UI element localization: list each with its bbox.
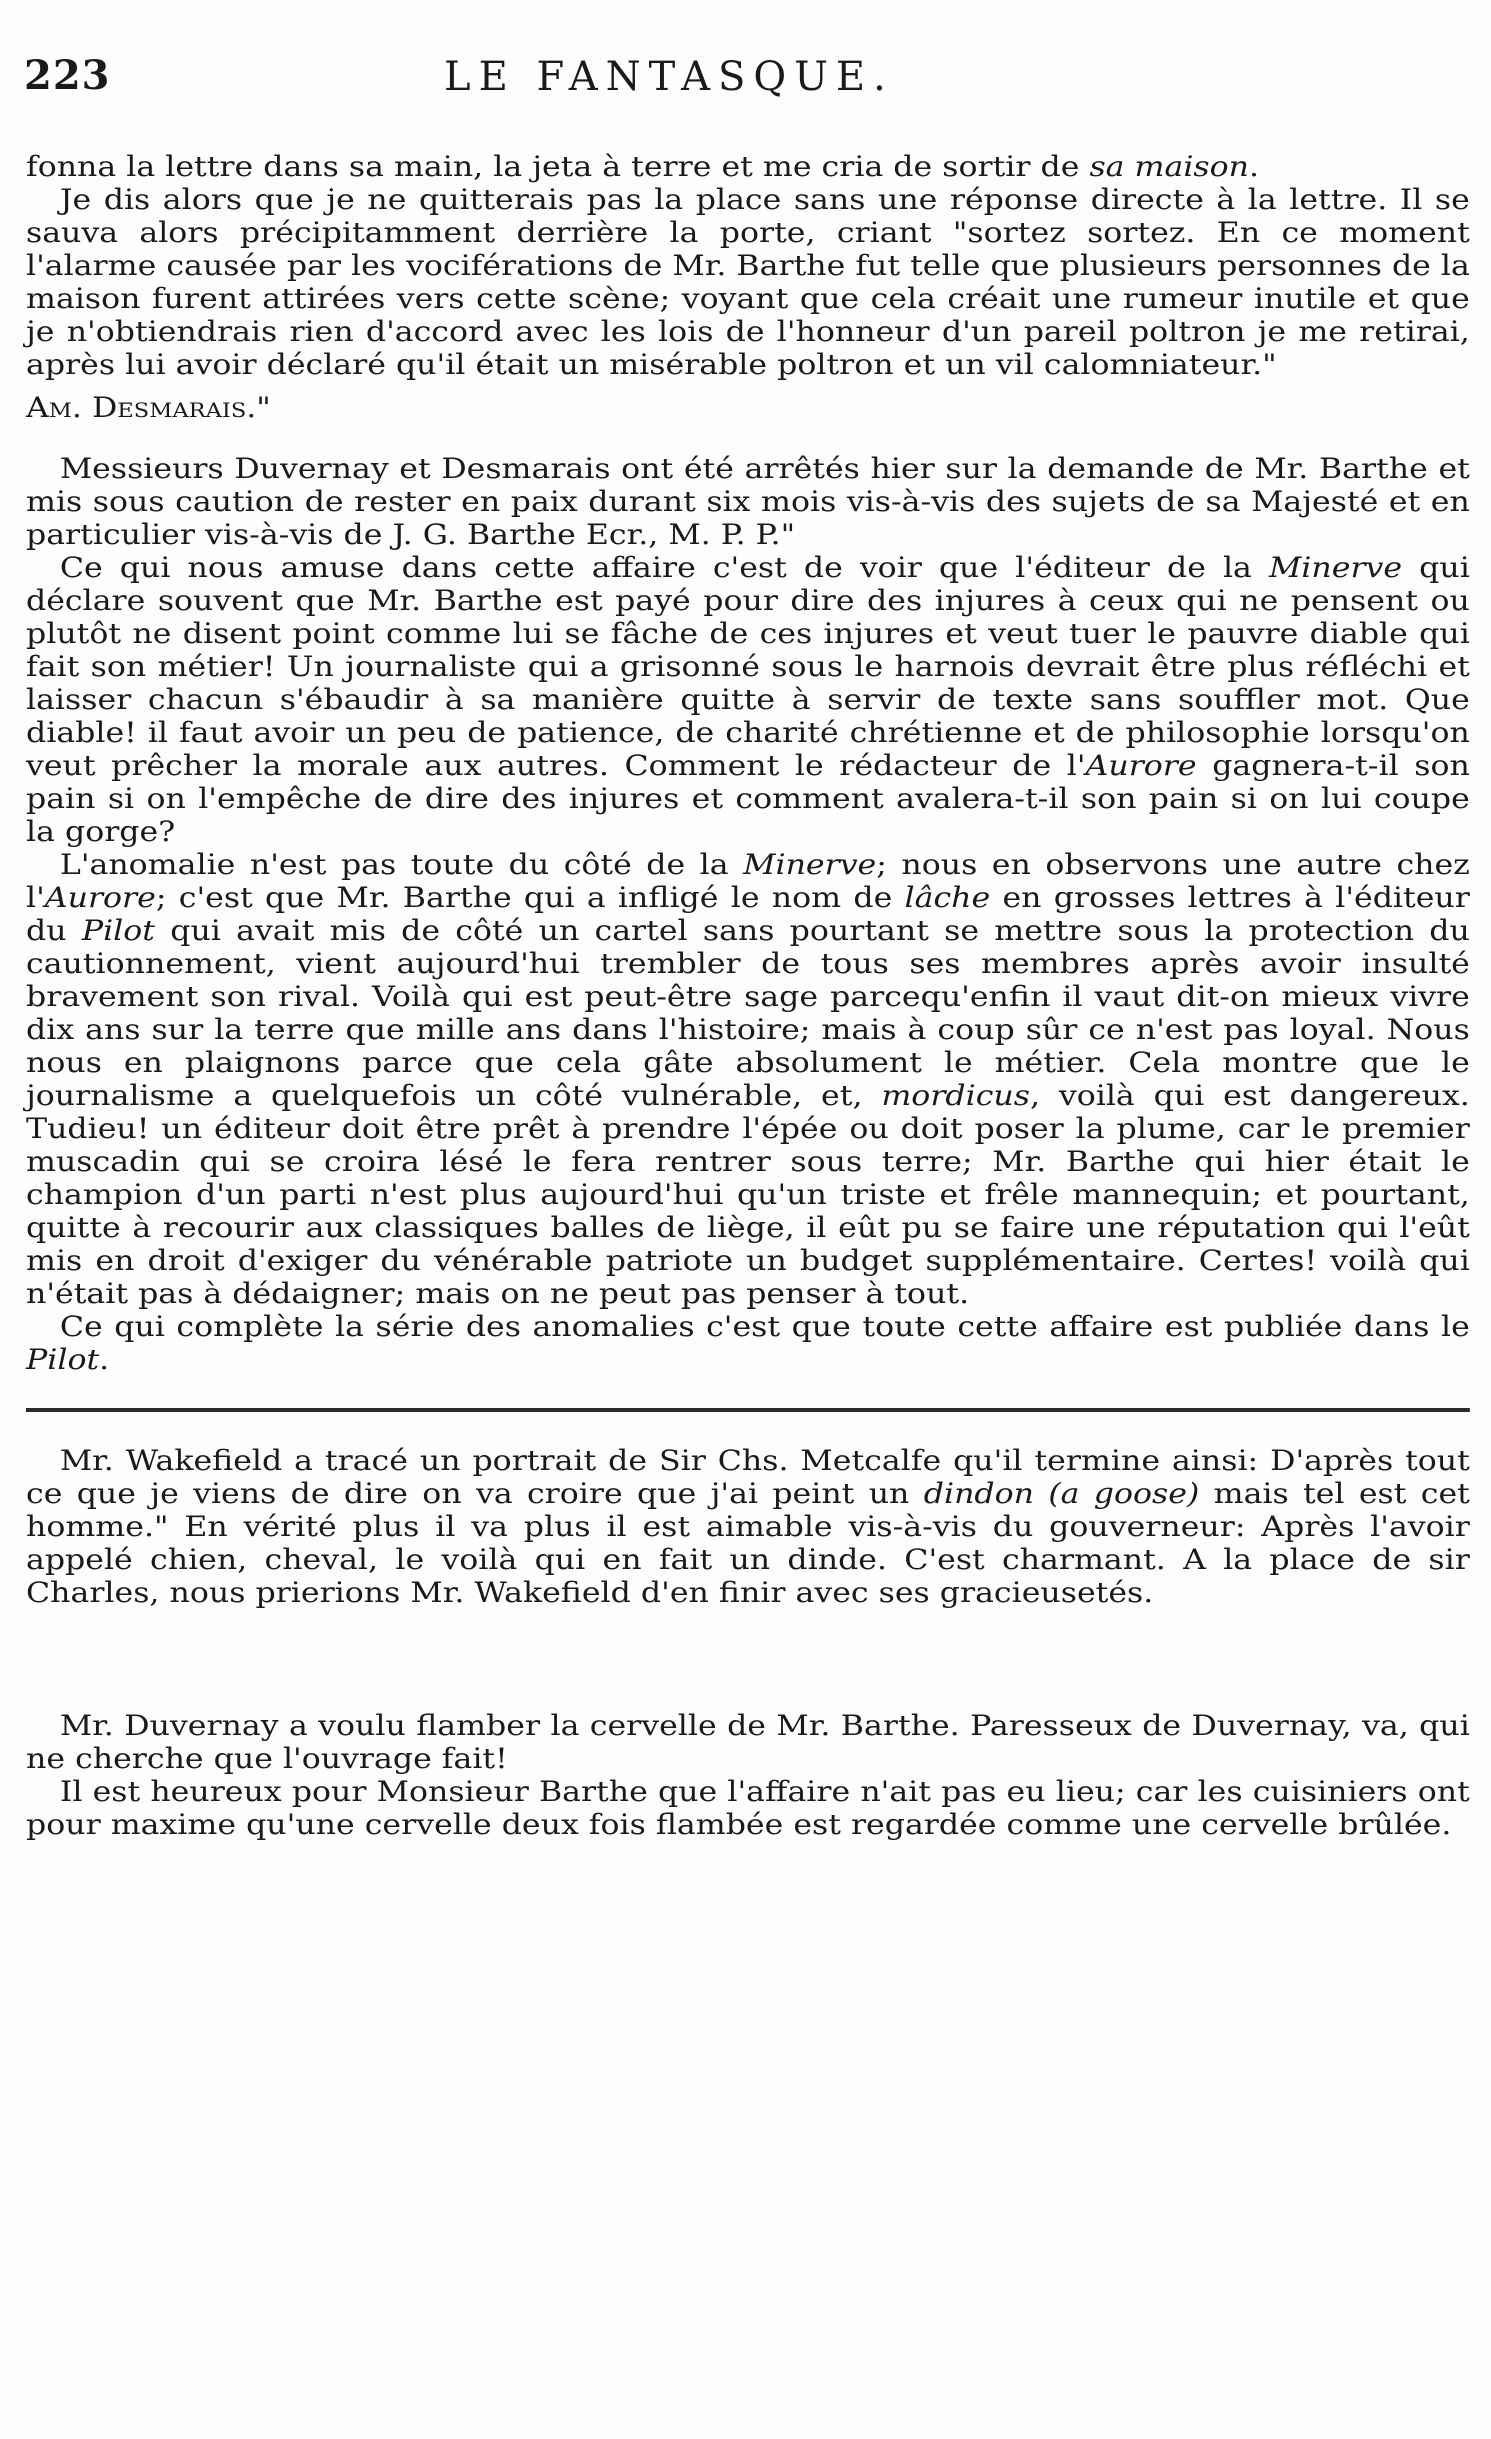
page-number: 223	[24, 52, 111, 99]
emphasis: Aurore	[44, 881, 156, 914]
emphasis: Pilot	[81, 914, 155, 947]
emphasis: Pilot	[26, 1343, 100, 1376]
journal-title: LE FANTASQUE.	[444, 54, 894, 100]
page-header	[24, 52, 1464, 112]
signature: Am. Desmarais."	[26, 391, 271, 424]
paragraph: L'anomalie n'est pas toute du côté de la Minerve; nous en observons une autre chez l'Aurore; c'est que Mr. Barthe qui a infligé le nom de lâche en grosses lettres à l'éditeur du Pilot qui avait mis de côté un cartel sans pourtant se mettre sous la protection du cautionnement, vient aujourd'hui trembler de tous ses membres après avoir insulté bravement son rival. Voilà qui est peut-être sage parcequ'enfin il vaut dit-on mieux vivre dix ans sur la terre que mille ans dans l'histoire; mais à coup sûr ce n'est pas loyal. Nous nous en plaignons parce que cela gâte absolument le métier. Cela montre que le journalisme a quelquefois un côté vulnérable, et, mordicus, voilà qui est dangereux. Tudieu! un éditeur doit être prêt à prendre l'épée ou doit poser la plume, car le premier muscadin qui se croira lésé le fera rentrer sous terre; Mr. Barthe qui hier était le champion d'un parti n'est plus aujourd'hui qu'un triste et frêle mannequin; et pourtant, quitte à recourir aux classiques balles de liège, il eût pu se faire une réputation qui l'eût mis en droit d'exiger du vénérable patriote un budget supplémentaire. Certes! voilà qui n'était pas à dédaigner; mais on ne peut pas penser à tout.	[26, 848, 1470, 1310]
section-gap	[26, 1609, 1470, 1709]
article-desmarais-letter	[26, 150, 1470, 424]
paragraph: Ce qui nous amuse dans cette affaire c'est de voir que l'éditeur de la Minerve qui déclare souvent que Mr. Barthe est payé pour dire des injures à ceux qui ne pensent ou plutôt ne disent point comme lui se fâche de ces injures et veut tuer le pauvre diable qui fait son métier! Un journaliste qui a grisonné sous le harnois devrait être plus réfléchi et laisser chacun s'ébaudir à sa manière quitte à servir de texte sans souffler mot. Que diable! il faut avoir un peu de patience, de charité chrétienne et de philosophie lorsqu'on veut prêcher la morale aux autres. Comment le rédacteur de l'Aurore gagnera-t-il son pain si on l'empêche de dire des injures et comment avalera-t-il son pain si on lui coupe la gorge?	[26, 551, 1470, 848]
paragraph: Mr. Duvernay a voulu flamber la cervelle de Mr. Barthe. Paresseux de Duvernay, va, qui ne cherche que l'ouvrage fait!	[26, 1709, 1470, 1775]
paragraph: Ce qui complète la série des anomalies c'est que toute cette affaire est publiée dans le Pilot.	[26, 1310, 1470, 1376]
emphasis: Minerve	[743, 848, 877, 881]
emphasis: mordicus	[881, 1079, 1030, 1112]
paragraph: Il est heureux pour Monsieur Barthe que l'affaire n'ait pas eu lieu; car les cuisiniers ont pour maxime qu'une cervelle deux fois flambée est regardée comme une cervelle brûlée.	[26, 1775, 1470, 1841]
emphasis: dindon (a goose)	[923, 1477, 1200, 1510]
page-body	[26, 150, 1470, 1841]
emphasis: Minerve	[1268, 551, 1403, 584]
emphasis: sa maison	[1089, 150, 1249, 183]
paragraph: Messieurs Duvernay et Desmarais ont été arrêtés hier sur la demande de Mr. Barthe et mis sous caution de rester en paix durant six mois vis-à-vis des sujets de sa Majesté et en particulier vis-à-vis de J. G. Barthe Ecr., M. P. P."	[26, 452, 1470, 551]
emphasis: Aurore	[1085, 749, 1197, 782]
article-arrest	[26, 452, 1470, 1376]
article-wakefield	[26, 1444, 1470, 1609]
paragraph: Je dis alors que je ne quitterais pas la place sans une réponse directe à la lettre. Il se sauva alors précipitamment derrière la porte, criant "sortez sortez. En ce moment l'alarme causée par les vociférations de Mr. Barthe fut telle que plusieurs personnes de la maison furent attirées vers cette scène; voyant que cela créait une rumeur inutile et que je n'obtiendrais rien d'accord avec les lois de l'honneur d'un pareil poltron je me retirai, après lui avoir déclaré qu'il était un misérable poltron et un vil calomniateur."	[26, 183, 1470, 381]
section-divider	[26, 1408, 1470, 1412]
paragraph: Mr. Wakefield a tracé un portrait de Sir Chs. Metcalfe qu'il termine ainsi: D'après tout ce que je viens de dire on va croire que j'ai peint un dindon (a goose) mais tel est cet homme." En vérité plus il va plus il est aimable vis-à-vis du gouverneur: Après l'avoir appelé chien, cheval, le voilà qui en fait un dinde. C'est charmant. A la place de sir Charles, nous prierions Mr. Wakefield d'en finir avec ses gracieusetés.	[26, 1444, 1470, 1609]
paragraph: fonna la lettre dans sa main, la jeta à terre et me cria de sortir de sa maison.	[26, 150, 1260, 183]
emphasis: lâche	[904, 881, 991, 914]
article-duvernay	[26, 1709, 1470, 1841]
